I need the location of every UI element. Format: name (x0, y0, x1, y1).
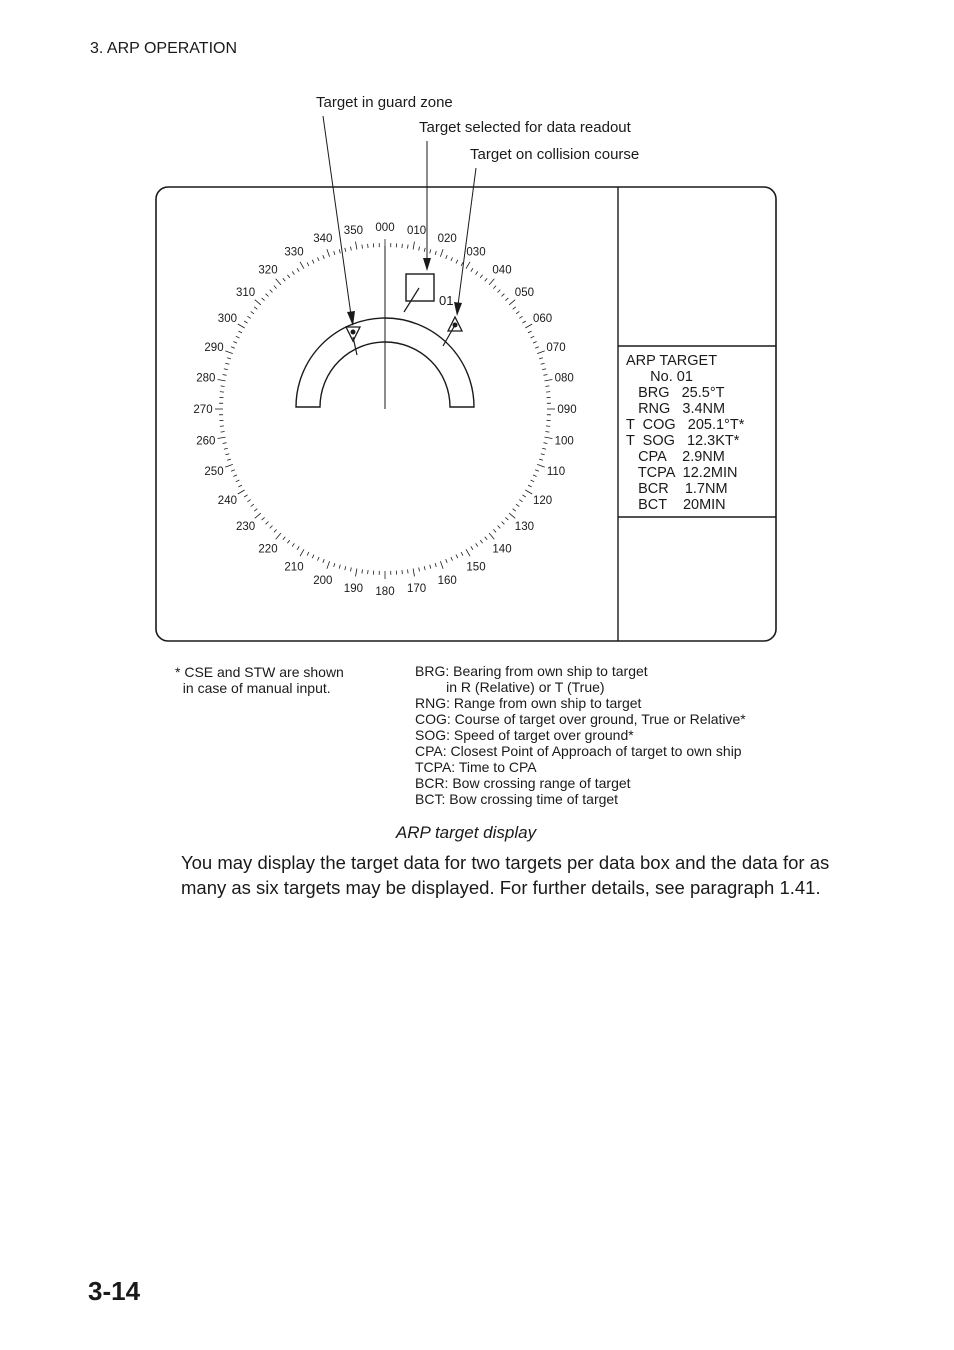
bearing-tick (233, 475, 237, 477)
bearing-tick (362, 569, 363, 573)
data-box-line: BRG 25.5°T (626, 385, 725, 401)
bearing-tick (312, 555, 314, 559)
bearing-tick (528, 485, 532, 487)
bearing-tick (537, 351, 545, 354)
bearing-tick (471, 268, 473, 271)
bearing-tick (533, 342, 537, 344)
bearing-tick (480, 540, 482, 543)
bearing-label: 290 (204, 341, 224, 354)
bearing-tick (402, 570, 403, 574)
bearing-tick (542, 369, 546, 370)
bearing-tick (424, 566, 425, 570)
bearing-tick (466, 549, 470, 556)
bearing-tick (327, 561, 330, 569)
bearing-label: 340 (313, 233, 333, 245)
bearing-tick (480, 275, 482, 278)
bearing-tick (244, 495, 247, 497)
bearing-tick (430, 565, 431, 569)
data-box-title: ARP TARGET (626, 353, 718, 369)
bearing-label: 180 (375, 586, 395, 598)
bearing-tick (221, 386, 225, 387)
bearing-tick (402, 244, 403, 248)
data-box-line: BCT 20MIN (626, 497, 726, 513)
bearing-tick (531, 336, 535, 338)
legend-line: CPA: Closest Point of Approach of target to own ship (415, 743, 742, 759)
bearing-tick (307, 262, 309, 266)
bearing-label: 200 (313, 575, 333, 587)
bearing-tick (513, 509, 516, 512)
bearing-tick (227, 358, 231, 359)
bearing-tick (247, 500, 250, 502)
bearing-tick (461, 262, 463, 266)
leader-guard-zone (323, 116, 351, 315)
bearing-tick (513, 307, 516, 310)
selected-target-marker (406, 274, 434, 301)
bearing-label: 140 (492, 543, 512, 556)
bearing-tick (225, 351, 233, 354)
bearing-tick (541, 454, 545, 455)
bearing-tick (351, 568, 352, 572)
bearing-label: 060 (533, 313, 553, 325)
bearing-tick (251, 504, 254, 506)
bearing-tick (351, 247, 352, 251)
bearing-tick (224, 448, 228, 449)
bearing-tick (300, 262, 304, 269)
bearing-label: 190 (343, 583, 363, 596)
bearing-tick (456, 260, 458, 264)
bearing-tick (225, 454, 229, 455)
bearing-label: 320 (258, 264, 278, 277)
bearing-tick (236, 336, 240, 338)
bearing-tick (502, 522, 505, 525)
bearing-tick (440, 561, 443, 569)
bearing-tick (541, 363, 545, 364)
bearing-tick (255, 513, 261, 518)
bearing-label: 350 (343, 224, 363, 237)
bearing-label: 310 (236, 287, 256, 299)
bearing-tick (446, 559, 448, 563)
bearing-tick (356, 242, 357, 250)
bearing-tick (440, 249, 443, 256)
bearing-tick (254, 307, 257, 310)
bearing-tick (535, 470, 539, 472)
legend-line: BCR: Bow crossing range of target (415, 775, 631, 791)
bearing-tick (274, 286, 277, 289)
guard-zone-target-vector (353, 337, 357, 355)
bearing-label: 170 (407, 583, 427, 596)
bearing-tick (238, 485, 242, 487)
bearing-tick (244, 321, 247, 323)
bearing-tick (223, 443, 227, 444)
arrowhead-selected (423, 258, 431, 271)
bearing-label: 090 (557, 404, 577, 416)
manual-input-note: in case of manual input. (175, 680, 331, 696)
bearing-tick (466, 262, 470, 269)
bearing-tick (542, 448, 546, 449)
callout-guard-zone: Target in guard zone (316, 94, 453, 111)
bearing-tick (489, 279, 494, 285)
bearing-label: 270 (193, 404, 213, 416)
bearing-tick (231, 470, 235, 472)
bearing-tick (544, 443, 548, 444)
bearing-tick (276, 279, 281, 285)
bearing-tick (489, 533, 494, 539)
bearing-tick (262, 298, 265, 301)
bearing-tick (334, 251, 335, 255)
bearing-tick (485, 278, 488, 281)
legend-line: BRG: Bearing from own ship to target (415, 663, 648, 679)
bearing-tick (368, 570, 369, 574)
bearing-tick (451, 257, 453, 261)
bearing-tick (345, 566, 346, 570)
bearing-label: 040 (492, 264, 512, 277)
data-box-line: TCPA 12.2MIN (626, 465, 738, 481)
bearing-tick (413, 242, 414, 250)
section-header: 3. ARP OPERATION (90, 40, 238, 57)
bearing-label: 080 (554, 372, 574, 385)
bearing-tick (327, 249, 330, 256)
bearing-tick (307, 552, 309, 556)
bearing-tick (224, 369, 228, 370)
bearing-label: 150 (466, 561, 486, 574)
bearing-label: 240 (217, 495, 237, 507)
legend-line: COG: Course of target over ground, True or Relative* (415, 711, 746, 727)
bearing-label: 000 (375, 222, 395, 234)
bearing-label: 230 (236, 521, 256, 533)
bearing-tick (430, 249, 431, 253)
leader-collision (458, 168, 476, 305)
bearing-tick (283, 537, 286, 540)
bearing-tick (525, 490, 532, 494)
bearing-tick (236, 480, 240, 482)
bearing-tick (451, 557, 453, 561)
bearing-tick (539, 358, 543, 359)
bearing-tick (545, 437, 553, 438)
data-box-line: T SOG 12.3KT* (626, 433, 740, 449)
bearing-label: 250 (204, 466, 224, 479)
bearing-tick (297, 268, 299, 271)
bearing-tick (516, 504, 519, 506)
bearing-tick (435, 251, 436, 255)
bearing-tick (545, 380, 553, 381)
bearing-tick (456, 555, 458, 559)
bearing-label: 160 (437, 575, 457, 587)
bearing-tick (546, 392, 550, 393)
bearing-tick (339, 249, 340, 253)
bearing-tick (225, 363, 229, 364)
bearing-tick (461, 552, 463, 556)
bearing-tick (334, 563, 335, 567)
bearing-label: 300 (217, 313, 237, 325)
bearing-tick (225, 464, 233, 467)
bearing-tick (227, 459, 231, 460)
bearing-tick (292, 543, 294, 546)
bearing-tick (525, 324, 532, 328)
bearing-tick (435, 563, 436, 567)
data-box-line: T COG 205.1°T* (626, 417, 745, 433)
bearing-label: 220 (258, 543, 278, 556)
bearing-label: 030 (466, 246, 486, 259)
bearing-tick (254, 509, 257, 512)
bearing-tick (262, 517, 265, 520)
guard-zone-target-dot (351, 330, 356, 335)
bearing-tick (300, 549, 304, 556)
bearing-tick (247, 316, 250, 318)
bearing-tick (509, 300, 515, 305)
bearing-label: 050 (514, 287, 534, 299)
figure-caption: ARP target display (395, 823, 537, 842)
bearing-tick (446, 255, 448, 259)
bearing-tick (519, 500, 522, 502)
bearing-tick (533, 475, 537, 477)
body-paragraph: You may display the target data for two targets per data box and the data for as many as six targets may be displayed. For further details, see paragraph 1.41. (181, 852, 830, 898)
bearing-tick (539, 459, 543, 460)
bearing-tick (318, 557, 320, 561)
bearing-tick (345, 248, 346, 252)
bearing-tick (318, 257, 320, 261)
bearing-tick (270, 526, 273, 529)
bearing-tick (537, 464, 545, 467)
bearing-tick (528, 331, 532, 333)
bearing-label: 110 (546, 466, 566, 479)
bearing-tick (323, 255, 325, 259)
bearing-tick (221, 432, 225, 433)
bearing-label: 130 (514, 521, 534, 533)
bearing-label: 280 (196, 372, 216, 385)
bearing-tick (505, 517, 508, 520)
bearing-tick (223, 375, 227, 376)
bearing-tick (546, 426, 550, 427)
bearing-tick (231, 347, 235, 349)
bearing-label: 020 (437, 233, 457, 245)
bearing-tick (233, 342, 237, 344)
bearing-tick (545, 386, 549, 387)
manual-input-note: * CSE and STW are shown (175, 664, 344, 680)
bearing-tick (502, 294, 505, 297)
bearing-tick (266, 522, 269, 525)
legend-line: RNG: Range from own ship to target (415, 695, 642, 711)
bearing-tick (522, 321, 525, 323)
bearing-tick (255, 300, 261, 305)
bearing-tick (485, 537, 488, 540)
bearing-tick (509, 513, 515, 518)
legend-line: in R (Relative) or T (True) (415, 679, 605, 695)
bearing-tick (287, 275, 289, 278)
bearing-tick (493, 529, 496, 532)
bearing-label: 330 (284, 246, 304, 259)
bearing-tick (471, 546, 473, 549)
bearing-tick (419, 568, 420, 572)
bearing-tick (368, 244, 369, 248)
page-number: 3-14 (88, 1276, 141, 1306)
bearing-tick (220, 392, 224, 393)
bearing-tick (323, 559, 325, 563)
bearing-tick (413, 569, 414, 577)
bearing-tick (220, 426, 224, 427)
bearing-tick (270, 290, 273, 293)
bearing-tick (544, 375, 548, 376)
bearing-tick (274, 529, 277, 532)
bearing-tick (476, 543, 478, 546)
bearing-tick (424, 248, 425, 252)
bearing-tick (266, 294, 269, 297)
bearing-tick (519, 316, 522, 318)
legend-line: BCT: Bow crossing time of target (415, 791, 619, 807)
bearing-tick (251, 311, 254, 313)
bearing-tick (292, 271, 294, 274)
bearing-tick (408, 569, 409, 573)
bearing-tick (283, 278, 286, 281)
bearing-tick (545, 432, 549, 433)
bearing-tick (505, 298, 508, 301)
bearing-tick (238, 324, 245, 328)
bearing-tick (493, 286, 496, 289)
bearing-tick (498, 526, 501, 529)
bearing-label: 100 (554, 435, 574, 448)
bearing-tick (516, 311, 519, 313)
bearing-tick (408, 245, 409, 249)
data-box-line: CPA 2.9NM (626, 449, 725, 465)
bearing-tick (297, 546, 299, 549)
bearing-tick (419, 247, 420, 251)
target-number-label: 01 (439, 293, 454, 308)
data-box-line: No. 01 (626, 369, 693, 385)
bearing-tick (498, 290, 501, 293)
bearing-label: 260 (196, 435, 216, 448)
bearing-tick (535, 347, 539, 349)
bearing-tick (356, 569, 357, 577)
callout-selected-target: Target selected for data readout (419, 119, 631, 136)
bearing-tick (276, 533, 281, 539)
bearing-tick (522, 495, 525, 497)
bearing-tick (218, 437, 226, 438)
bearing-tick (238, 331, 242, 333)
bearing-tick (218, 380, 226, 381)
data-box-line: RNG 3.4NM (626, 401, 726, 417)
arrowhead-collision (454, 302, 462, 316)
bearing-label: 070 (546, 341, 566, 354)
bearing-label: 120 (533, 495, 553, 507)
callout-collision-course: Target on collision course (470, 146, 640, 163)
legend-line: SOG: Speed of target over ground* (415, 727, 634, 743)
bearing-label: 010 (407, 224, 427, 237)
bearing-tick (339, 565, 340, 569)
bearing-label: 210 (284, 561, 304, 574)
legend-line: TCPA: Time to CPA (415, 759, 537, 775)
bearing-tick (238, 490, 245, 494)
bearing-tick (312, 260, 314, 264)
bearing-tick (531, 480, 535, 482)
bearing-tick (287, 540, 289, 543)
data-box-line: BCR 1.7NM (626, 481, 728, 497)
bearing-tick (476, 271, 478, 274)
bearing-tick (362, 245, 363, 249)
